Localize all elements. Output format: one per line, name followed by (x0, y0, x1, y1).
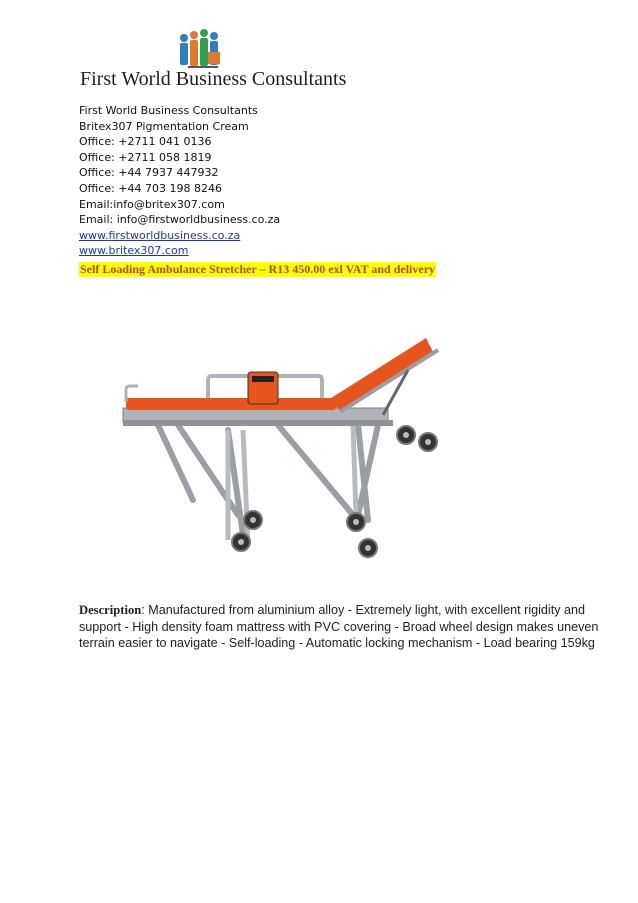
contact-office-phone: Office: +2711 041 0136 (79, 135, 212, 149)
contact-office-phone: Office: +44 7937 447932 (79, 166, 219, 180)
contact-product-name: Britex307 Pigmentation Cream (79, 119, 249, 133)
ambulance-stretcher-image (108, 290, 448, 560)
contact-email: Email:info@britex307.com (79, 197, 225, 211)
product-description (79, 602, 609, 652)
description-text: : Manufactured from aluminium alloy - Extremely light, with excellent rigidity and support - High density foam mattress with PVC covering - Broad wheel design makes uneven terrain easier to navigate - Self-loading - Automatic locking mechanism - Load bearing 159kg (79, 603, 599, 650)
contact-office-phone: Office: +44 703 198 8246 (79, 181, 222, 195)
description-label: Description (79, 603, 142, 617)
product-headline: Self Loading Ambulance Stretcher – R13 450.00 exl VAT and delivery (80, 262, 436, 276)
contact-office-phone: Office: +2711 058 1819 (79, 150, 212, 164)
contact-block (79, 103, 280, 259)
website-link-britex[interactable]: www.britex307.com (79, 244, 189, 258)
company-title: First World Business Consultants (80, 68, 347, 90)
website-link-firstworld[interactable]: www.firstworldbusiness.co.za (79, 228, 241, 242)
contact-email: Email: info@firstworldbusiness.co.za (79, 213, 281, 227)
contact-company-name: First World Business Consultants (79, 104, 258, 117)
people-group-logo-icon (172, 28, 232, 72)
